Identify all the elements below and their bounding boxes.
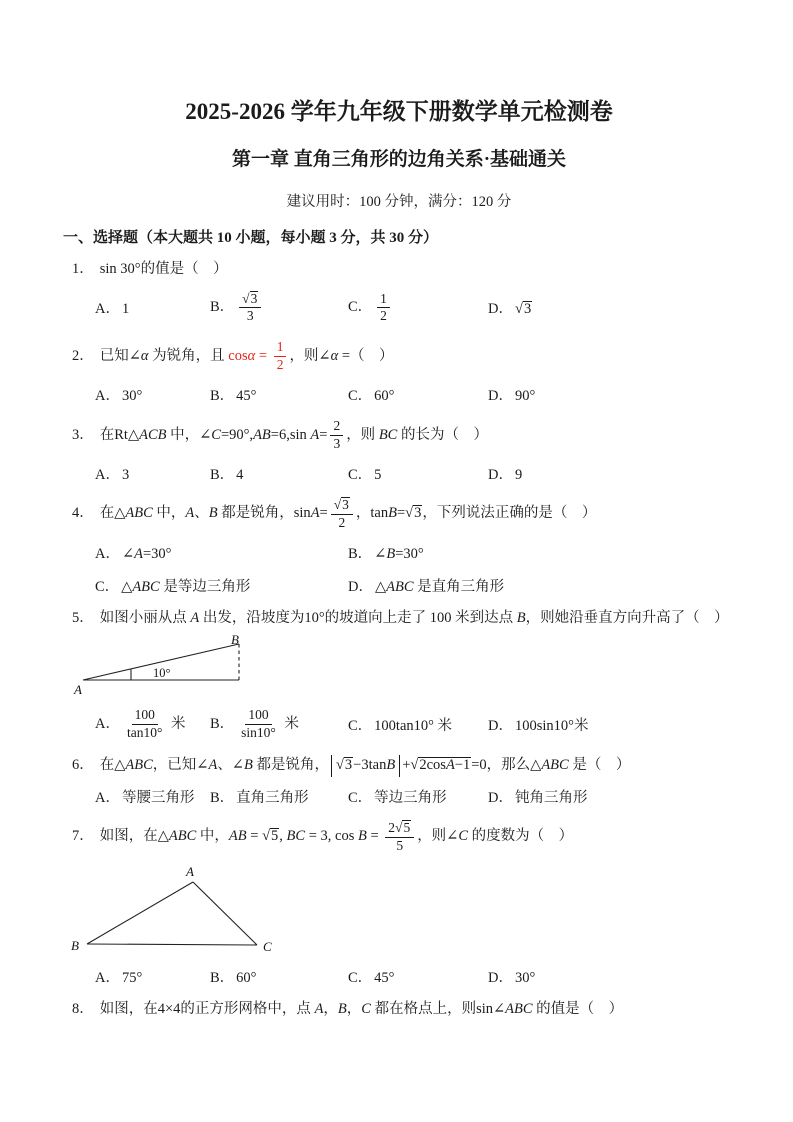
option-a: A． $\frac{100}{\tan 10^\circ}$ 米 (95, 707, 186, 741)
question-8-stem (72, 999, 735, 1021)
option-c: C． 100tan10° 米 (348, 718, 453, 735)
question-text: 在Rt△ACB 中，∠C=90°,AB=6,sin A= $\frac{2}{3}$ ，则 BC 的长为（ ） (99, 418, 488, 451)
question-6 (63, 755, 735, 807)
point-a-label: A (74, 682, 82, 698)
question-6-options (95, 786, 735, 807)
question-number: 4． (72, 505, 94, 522)
question-1-stem (72, 259, 735, 281)
option-c: C． $\frac{1}{2}$ (348, 290, 488, 327)
question-text: 如图，在4×4的正方形网格中，点 A，B，C 都在格点上，则sin∠ABC 的值是（ ） (99, 1000, 624, 1017)
question-3-options (95, 463, 735, 484)
option-a: A． 30° (95, 388, 143, 404)
triangle-abc-figure (69, 862, 281, 957)
point-a-label: A (186, 863, 194, 879)
option-d: D． 100sin10°米 (488, 718, 589, 735)
option-a: A． 3 (95, 466, 130, 483)
question-5-stem (72, 608, 735, 630)
question-number: 6． (72, 757, 94, 773)
option-c: C． 5 (348, 466, 382, 483)
question-number: 7． (72, 828, 94, 845)
question-4 (63, 496, 735, 596)
option-a: A． 等腰三角形 (95, 789, 195, 806)
option-b: B． ∠B=30° (348, 545, 424, 562)
question-7-stem (72, 819, 735, 856)
question-text: 如图，在△ABC 中，AB = √5, BC = 3, cos B = $\frac{2√5}{5}$ ，则∠C 的度数为（ ） (99, 819, 574, 853)
point-c-label: C (263, 938, 272, 954)
question-1-options (95, 290, 735, 327)
option-a: A． 75° (95, 969, 143, 986)
question-4-stem (72, 496, 735, 533)
question-1 (63, 259, 735, 327)
option-d: D． △ABC 是直角三角形 (348, 578, 505, 595)
option-d: D． √3 (488, 301, 532, 318)
chapter-subtitle: 第一章 直角三角形的边角关系·基础通关 (231, 148, 567, 170)
option-b: B． 直角三角形 (210, 789, 309, 806)
option-b: B． 45° (210, 388, 257, 404)
question-number: 2． (72, 347, 94, 364)
question-4-options (95, 542, 735, 596)
section-heading-choice: 一、选择题（本大题共 10 小题，每小题 3 分，共 30 分） (63, 229, 439, 246)
time-and-score-note: 建议用时：100 分钟，满分：120 分 (286, 193, 512, 210)
question-number: 3． (72, 426, 94, 443)
question-3-stem (72, 417, 735, 454)
option-a: A． 1 (95, 301, 130, 318)
question-3 (63, 417, 735, 484)
question-2 (63, 338, 735, 405)
question-5-options (95, 706, 735, 743)
option-c: C． 60° (348, 388, 395, 404)
question-2-stem (72, 338, 735, 375)
option-d: D． 钝角三角形 (488, 789, 588, 806)
option-c: C． 45° (348, 969, 395, 986)
slope-triangle-figure (69, 635, 249, 697)
question-number: 1． (72, 260, 94, 277)
question-6-stem (72, 755, 735, 777)
option-d: D． 9 (488, 466, 523, 483)
question-text: 已知∠α 为锐角，且 cosα = $\frac{1}{2}$ ，则∠α =（ ） (99, 339, 394, 373)
option-b: B． 4 (210, 466, 244, 483)
option-b: B． 60° (210, 969, 257, 986)
option-b: B． $\frac{100}{\sin 10^\circ}$ 米 (210, 707, 299, 741)
question-8 (63, 999, 735, 1021)
point-b-label: B (231, 635, 239, 648)
option-c: C． 等边三角形 (348, 789, 447, 806)
question-number: 5． (72, 609, 94, 626)
question-7-options (95, 966, 735, 987)
option-c: C． △ABC 是等边三角形 (95, 578, 251, 595)
question-text: 在△ABC 中，A、B 都是锐角，sinA= $\frac{√3}{2}$ ，tanB=√3，下列说法正确的是（ ） (99, 496, 597, 530)
question-7 (63, 819, 735, 987)
point-b-label: B (71, 937, 79, 953)
option-d: D． 30° (488, 969, 536, 986)
question-text: 在△ABC，已知∠A、∠B 都是锐角， √3−3tanB +√2cosA−1=0，那么△ABC 是（ ） (100, 757, 631, 773)
angle-label: 10° (153, 666, 171, 681)
question-text: 如图小丽从点 A 出发，沿坡度为10°的坡道向上走了 100 米到达点 B，则她沿垂直方向升高了（ ） (99, 609, 729, 626)
question-2-options (95, 384, 735, 405)
option-a: A． ∠A=30° (95, 545, 172, 562)
paper-title: 2025-2026 学年九年级下册数学单元检测卷 (185, 99, 613, 124)
question-text: sin 30°的值是（ ） (99, 260, 228, 277)
question-number: 8． (72, 1000, 94, 1017)
option-b: B． $\frac{√3}{3}$ (210, 290, 348, 327)
question-5 (63, 608, 735, 744)
option-d: D． 90° (488, 388, 536, 404)
